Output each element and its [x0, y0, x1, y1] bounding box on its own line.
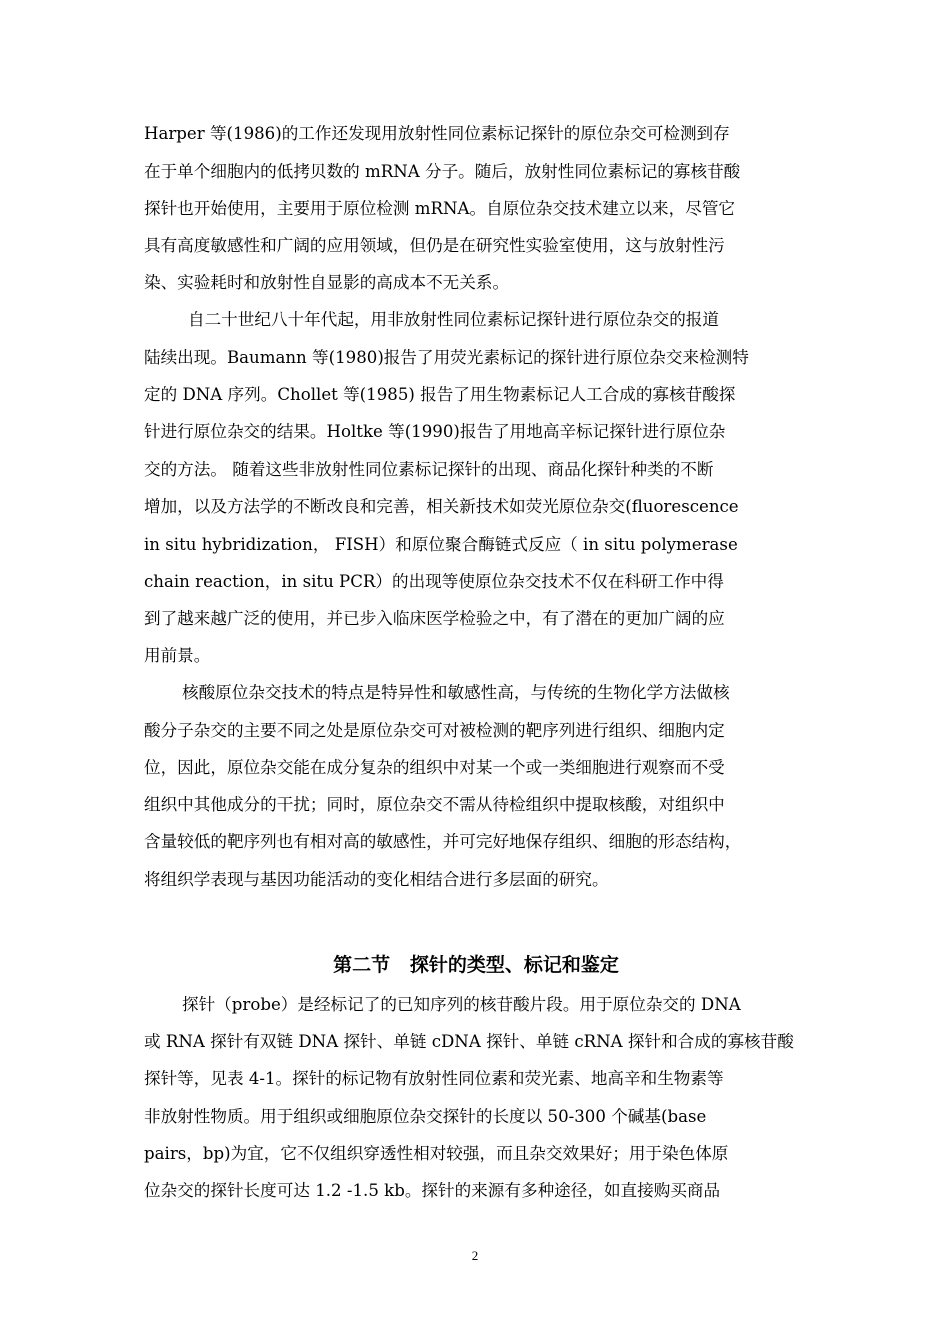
section-heading: 第二节 探针的类型、标记和鉴定 — [333, 954, 619, 976]
paragraph-3-line-1: 核酸原位杂交技术的特点是特异性和敏感性高，与传统的生物化学方法做核 — [182, 683, 730, 702]
paragraph-4-line-4: 非放射性物质。用于组织或细胞原位杂交探针的长度以 50-300 个碱基(base — [144, 1107, 707, 1126]
paragraph-2-line-1: 自二十世纪八十年代起，用非放射性同位素标记探针进行原位杂交的报道 — [188, 310, 719, 329]
paragraph-3-line-3: 位，因此，原位杂交能在成分复杂的组织中对某一个或一类细胞进行观察而不受 — [144, 758, 725, 777]
paragraph-1-line-5: 染、实验耗时和放射性自显影的高成本不无关系。 — [144, 273, 510, 292]
paragraph-4-line-6: 位杂交的探针长度可达 1.2 -1.5 kb。探针的来源有多种途径，如直接购买商品 — [144, 1181, 721, 1200]
paragraph-3-line-4: 组织中其他成分的干扰；同时，原位杂交不需从待检组织中提取核酸，对组织中 — [144, 795, 725, 814]
paragraph-2-line-6: 增加，以及方法学的不断改良和完善，相关新技术如荧光原位杂交(fluorescence — [144, 497, 739, 516]
page-number: 2 — [471, 1248, 479, 1263]
paragraph-4-line-2: 或 RNA 探针有双链 DNA 探针、单链 cDNA 探针、单链 cRNA 探针和合成的寡核苷酸 — [144, 1032, 794, 1051]
paragraph-2-line-9: 到了越来越广泛的使用，并已步入临床医学检验之中，有了潜在的更加广阔的应 — [144, 609, 725, 628]
paragraph-2-line-2: 陆续出现。Baumann 等(1980)报告了用荧光素标记的探针进行原位杂交来检测特 — [144, 348, 749, 367]
paragraph-2-line-10: 用前景。 — [144, 646, 211, 665]
paragraph-2-line-7: in situ hybridization， FISH）和原位聚合酶链式反应（ in situ polymerase — [144, 535, 738, 554]
paragraph-2-line-8: chain reaction，in situ PCR）的出现等使原位杂交技术不仅在科研工作中得 — [144, 572, 724, 591]
paragraph-4-line-3: 探针等，见表 4-1。探针的标记物有放射性同位素和荧光素、地高辛和生物素等 — [144, 1069, 724, 1088]
paragraph-1-line-3: 探针也开始使用，主要用于原位检测 mRNA。自原位杂交技术建立以来，尽管它 — [144, 199, 736, 218]
paragraph-1-line-4: 具有高度敏感性和广阔的应用领域，但仍是在研究性实验室使用，这与放射性污 — [144, 236, 725, 255]
paragraph-4-line-1: 探针（probe）是经标记了的已知序列的核苷酸片段。用于原位杂交的 DNA — [182, 995, 741, 1014]
paragraph-1-line-2: 在于单个细胞内的低拷贝数的 mRNA 分子。随后，放射性同位素标记的寡核苷酸 — [144, 162, 741, 181]
paragraph-4-line-5: pairs，bp)为宜，它不仅组织穿透性相对较强，而且杂交效果好；用于染色体原 — [144, 1144, 729, 1163]
paragraph-2-line-5: 交的方法。 随着这些非放射性同位素标记探针的出现、商品化探针种类的不断 — [144, 460, 714, 479]
paragraph-2-line-4: 针进行原位杂交的结果。Holtke 等(1990)报告了用地高辛标记探针进行原位杂 — [144, 422, 726, 441]
paragraph-3-line-5: 含量较低的靶序列也有相对高的敏感性，并可完好地保存组织、细胞的形态结构， — [144, 832, 742, 851]
paragraph-3-line-6: 将组织学表现与基因功能活动的变化相结合进行多层面的研究。 — [144, 870, 609, 889]
paragraph-3-line-2: 酸分子杂交的主要不同之处是原位杂交可对被检测的靶序列进行组织、细胞内定 — [144, 721, 725, 740]
paragraph-2-line-3: 定的 DNA 序列。Chollet 等(1985) 报告了用生物素标记人工合成的寡核苷酸探 — [144, 385, 736, 404]
paragraph-1-line-1: Harper 等(1986)的工作还发现用放射性同位素标记探针的原位杂交可检测到存 — [144, 124, 730, 143]
